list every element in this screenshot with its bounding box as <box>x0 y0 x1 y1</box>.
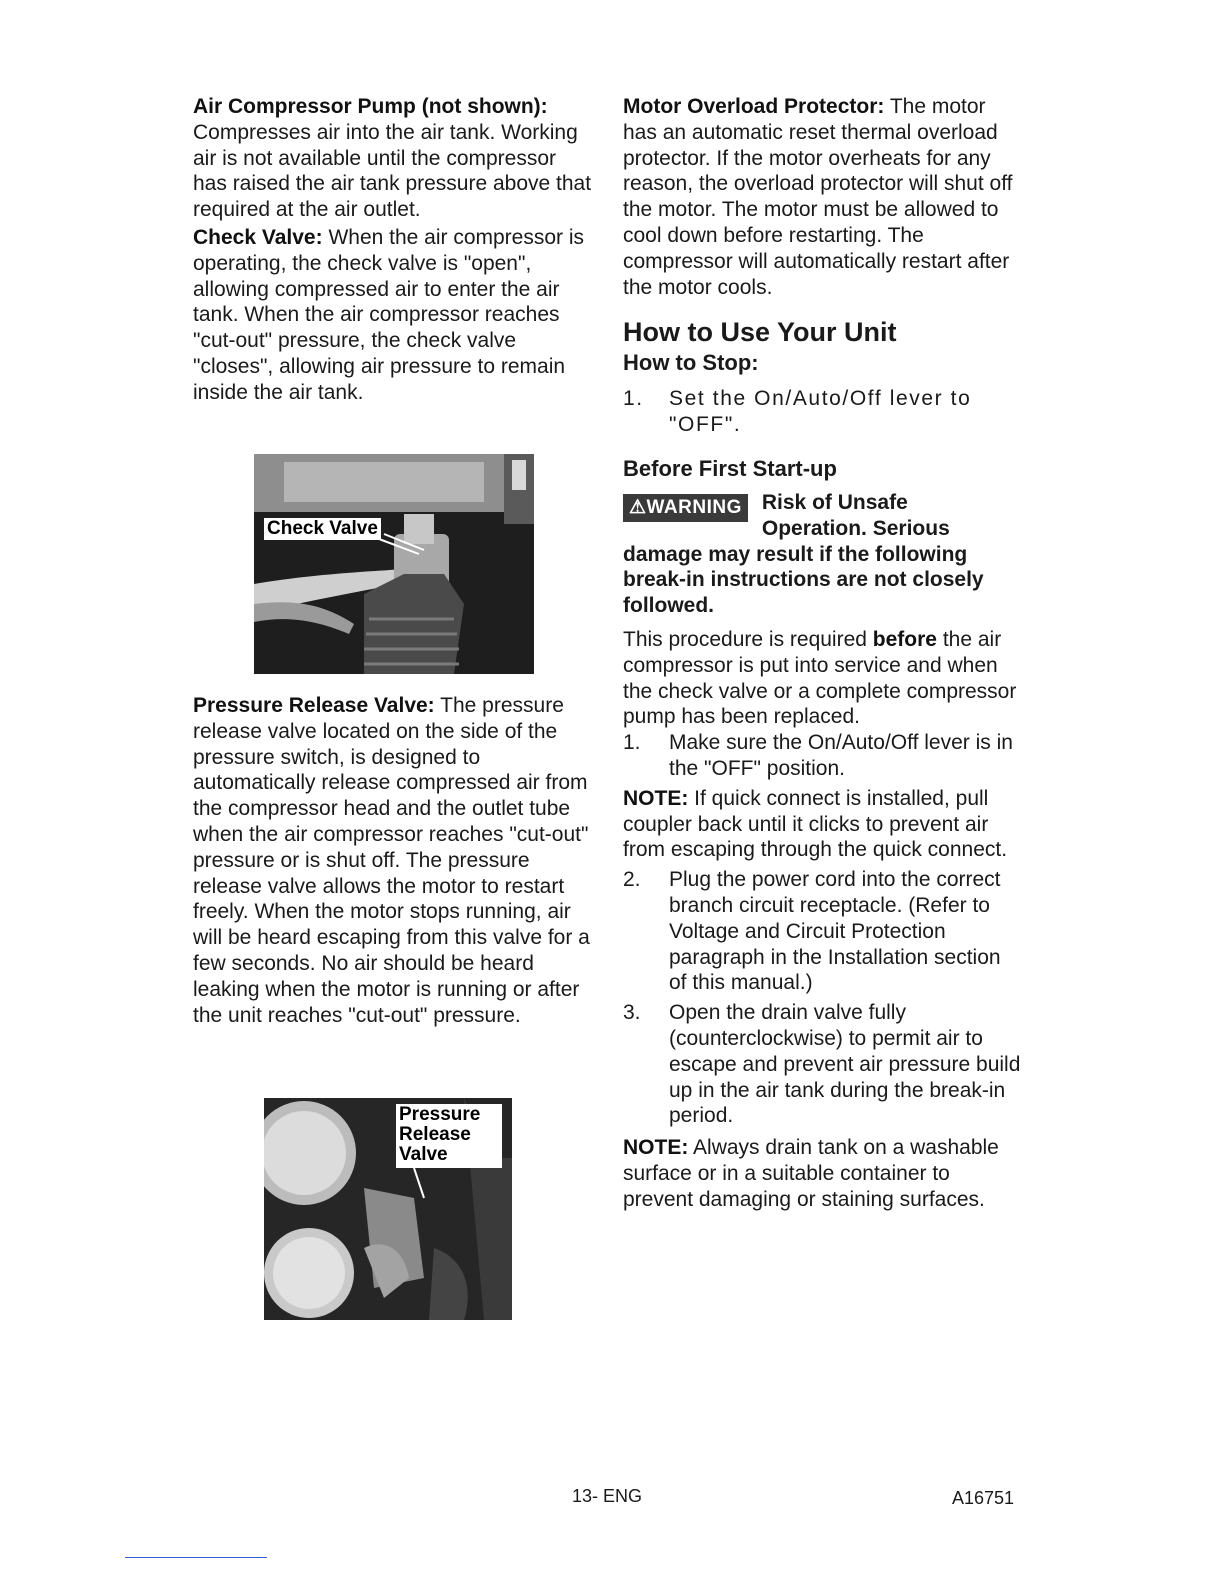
pressure-release-label-line3: Valve <box>399 1144 448 1165</box>
list-item <box>623 1000 1023 1129</box>
warning-body: damage may result if the following break-in instructions are not closely followed. <box>623 542 984 618</box>
note1-term: NOTE: <box>623 786 689 810</box>
check-valve-paragraph <box>193 225 593 406</box>
overload-text: The motor has an automatic reset thermal overload protector. If the motor overheats for any reason, the overload protector will shut off the motor. The motor must be allowed to cool down before restarting. The compressor will automatically restart after the motor cools. <box>623 95 1013 299</box>
document-code: A16751 <box>952 1488 1015 1508</box>
list-item-text: Open the drain valve fully (counterclockwise) to permit air to escape and prevent air pressure build up in the air tank during the break-in period. <box>669 1001 1021 1128</box>
pump-paragraph <box>193 94 593 223</box>
list-item <box>623 386 1023 438</box>
how-to-stop-heading: How to Stop: <box>623 350 759 376</box>
section-title: How to Use Your Unit <box>623 317 897 348</box>
check-valve-photo-art <box>254 454 534 674</box>
check-valve-term: Check Valve: <box>193 225 323 249</box>
overload-term: Motor Overload Protector: <box>623 95 885 118</box>
pump-text: Compresses air into the air tank. Working air is not available until the compressor has raised the air tank pressure above that required at the air outlet. <box>193 120 592 222</box>
warning-head <box>762 490 950 542</box>
warning-block <box>623 490 1023 542</box>
list-item-number: 2. <box>623 868 641 892</box>
list-item-number: 1. <box>623 731 641 755</box>
list-item-text: Set the On/Auto/Off lever to "OFF". <box>669 387 972 437</box>
startup-list-a <box>623 730 1023 782</box>
right-column <box>623 94 1023 1212</box>
list-item <box>623 867 1023 996</box>
before-first-startup-heading: Before First Start-up <box>623 455 837 481</box>
list-item-number: 3. <box>623 1001 641 1025</box>
procedure-bold: before <box>872 627 937 651</box>
overload-paragraph <box>623 94 1023 300</box>
pressure-release-label-line1: Pressure <box>399 1104 481 1125</box>
note1-paragraph <box>623 786 1023 863</box>
procedure-paragraph <box>623 627 1023 730</box>
startup-list-b <box>623 867 1023 1129</box>
check-valve-photo <box>254 454 534 674</box>
list-item-text: Plug the power cord into the correct branch circuit receptacle. (Refer to Voltage and Circuit Protection paragraph in the Installation section of this manual.) <box>669 868 1001 995</box>
pressure-release-text: The pressure release valve located on the side of the pressure switch, is designed to automatically release compressed air from the compressor head and the outlet tube when the air compressor reaches "cut-out" pressure or is shut off. The pressure release valve allows the motor to restart freely. When the motor stops running, air will be heard escaping from this valve for a few seconds. No air should be heard leaking when the motor is running or after the unit reaches "cut-out" pressure. <box>193 694 590 1027</box>
left-column-lower <box>193 693 593 1028</box>
page-number: 13- ENG <box>572 1486 643 1506</box>
pressure-release-term: Pressure Release Valve: <box>193 694 435 717</box>
procedure-text-1: This procedure is required <box>623 627 867 651</box>
note2-term: NOTE: <box>623 1136 689 1160</box>
warning-head-line1: Risk of Unsafe <box>761 490 908 514</box>
note2-paragraph <box>623 1135 1023 1212</box>
procedure-text-2: the air compressor is put into service and when the check valve or a complete compressor pump has been replaced. <box>623 627 1017 729</box>
pump-term: Air Compressor Pump (not shown): <box>193 95 548 118</box>
pressure-release-paragraph <box>193 693 593 1028</box>
stop-list <box>623 386 1023 438</box>
check-valve-label: Check Valve <box>264 518 381 540</box>
warning-head-line2: Operation. Serious <box>761 516 950 540</box>
footer-rule <box>125 1557 267 1558</box>
list-item-text: Make sure the On/Auto/Off lever is in the "OFF" position. <box>669 731 1013 780</box>
warning-badge: ⚠WARNING <box>623 494 748 522</box>
note1-text: If quick connect is installed, pull coupler back until it clicks to prevent air from escaping through the quick connect. <box>623 786 1008 862</box>
pressure-release-label <box>396 1104 502 1168</box>
pressure-release-label-line2: Release <box>399 1124 471 1145</box>
list-item-number: 1. <box>623 387 644 411</box>
pressure-release-photo <box>264 1098 512 1320</box>
left-column <box>193 94 593 406</box>
check-valve-text: When the air compressor is operating, the check valve is "open", allowing compressed air to enter the air tank. When the air compressor reaches "cut-out" pressure, the check valve "closes", allowing air pressure to remain inside the air tank. <box>193 225 585 404</box>
note2-text: Always drain tank on a washable surface or in a suitable container to prevent damaging or staining surfaces. <box>623 1136 999 1211</box>
list-item <box>623 730 1023 782</box>
